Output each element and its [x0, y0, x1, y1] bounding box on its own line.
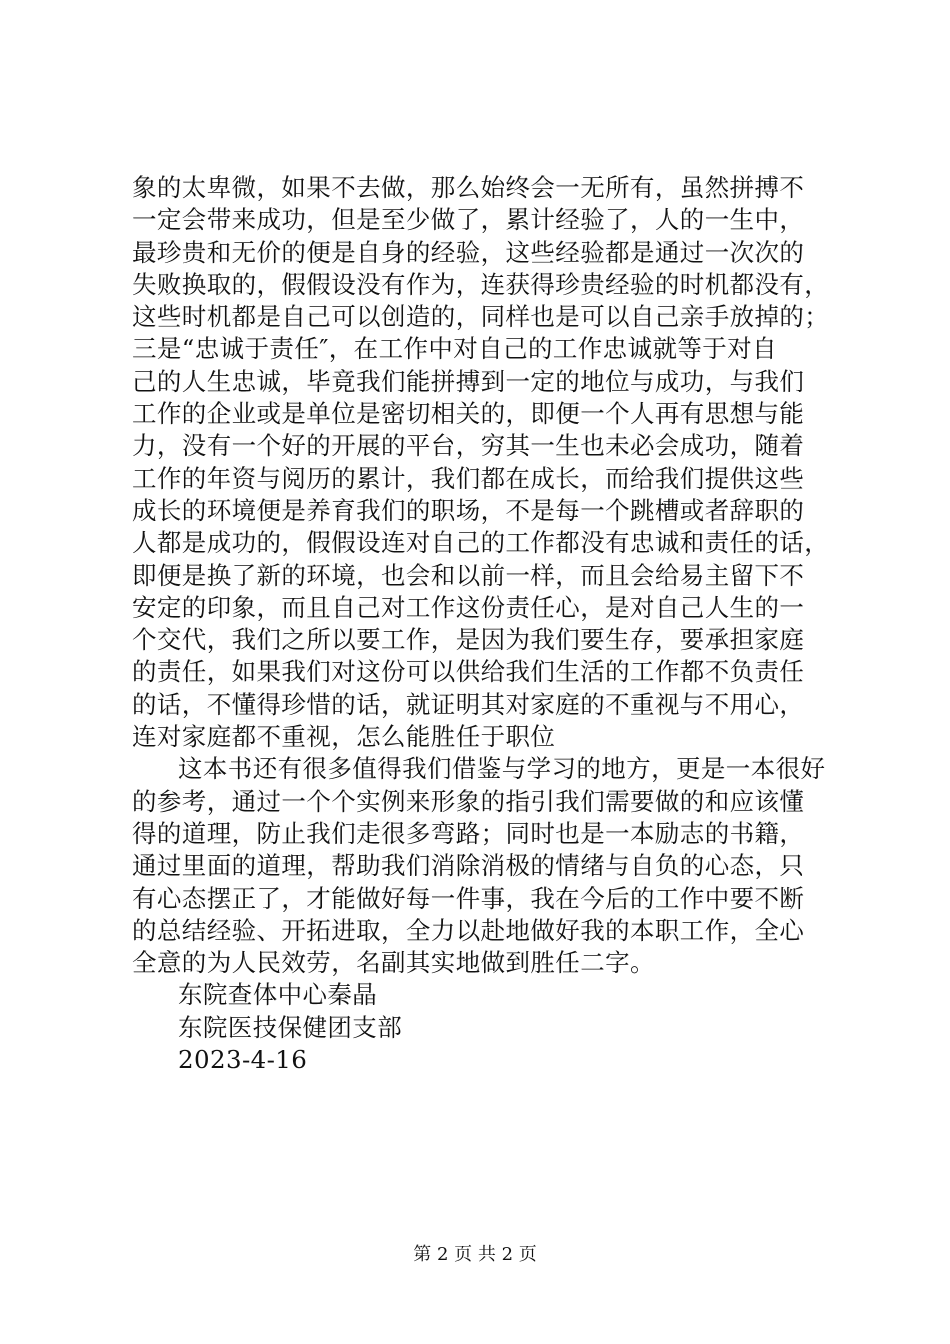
- text-line: 连对家庭都不重视，怎么能胜任于职位: [132, 722, 556, 752]
- text-line: 的责任，如果我们对这份可以供给我们生活的工作都不负责任: [132, 657, 805, 687]
- text-line: 工作的年资与阅历的累计，我们都在成长，而给我们提供这些: [132, 463, 805, 493]
- text-line: 一定会带来成功，但是至少做了，累计经验了，人的一生中，: [132, 205, 805, 235]
- text-line: 成长的环境便是养育我们的职场，不是每一个跳槽或者辞职的: [132, 495, 805, 525]
- signature-date: 2023-4-16: [178, 1045, 308, 1075]
- document-body: [132, 172, 830, 1076]
- text-line: 即便是换了新的环境，也会和以前一样，而且会给易主留下不: [132, 560, 805, 590]
- text-line: 失败换取的，假假设没有作为，连获得珍贵经验的时机都没有，: [132, 269, 830, 299]
- text-line: 有心态摆正了，才能做好每一件事，我在今后的工作中要不断: [132, 883, 805, 913]
- text-line: 最珍贵和无价的便是自身的经验，这些经验都是通过一次次的: [132, 237, 805, 267]
- text-line: 的话，不懂得珍惜的话，就证明其对家庭的不重视与不用心，: [132, 689, 805, 719]
- page-footer: [0, 1244, 950, 1266]
- text-line: 安定的印象，而且自己对工作这份责任心，是对自己人生的一: [132, 592, 805, 622]
- signature-name: 东院查体中心秦晶: [178, 980, 378, 1010]
- text-line: 的参考，通过一个个实例来形象的指引我们需要做的和应该懂: [132, 786, 805, 816]
- page-number-label: 第 2 页 共 2 页: [413, 1244, 537, 1265]
- text-line: 三是“忠诚于责任″，在工作中对自己的工作忠诚就等于对自: [132, 334, 777, 364]
- text-line: 得的道理，防止我们走很多弯路；同时也是一本励志的书籍，: [132, 818, 805, 848]
- text-line: 力，没有一个好的开展的平台，穷其一生也未必会成功，随着: [132, 431, 805, 461]
- text-line: 的总结经验、开拓进取，全力以赴地做好我的本职工作，全心: [132, 915, 805, 945]
- text-line: 人都是成功的，假假设连对自己的工作都没有忠诚和责任的话，: [132, 528, 830, 558]
- text-line: 个交代，我们之所以要工作，是因为我们要生存，要承担家庭: [132, 625, 805, 655]
- text-line: 全意的为人民效劳，名副其实地做到胜任二字。: [132, 948, 655, 978]
- text-line: 己的人生忠诚，毕竟我们能拼搏到一定的地位与成功，与我们: [132, 366, 805, 396]
- text-line: 工作的企业或是单位是密切相关的，即便一个人再有思想与能: [132, 399, 805, 429]
- signature-organization: 东院医技保健团支部: [178, 1012, 403, 1042]
- text-line: 这些时机都是自己可以创造的，同样也是可以自己亲手放掉的；: [132, 302, 830, 332]
- text-line: 通过里面的道理，帮助我们消除消极的情绪与自负的心态，只: [132, 851, 805, 881]
- paragraph-start-line: 这本书还有很多值得我们借鉴与学习的地方，更是一本很好: [178, 754, 826, 784]
- text-line: 象的太卑微，如果不去做，那么始终会一无所有，虽然拼搏不: [132, 173, 805, 202]
